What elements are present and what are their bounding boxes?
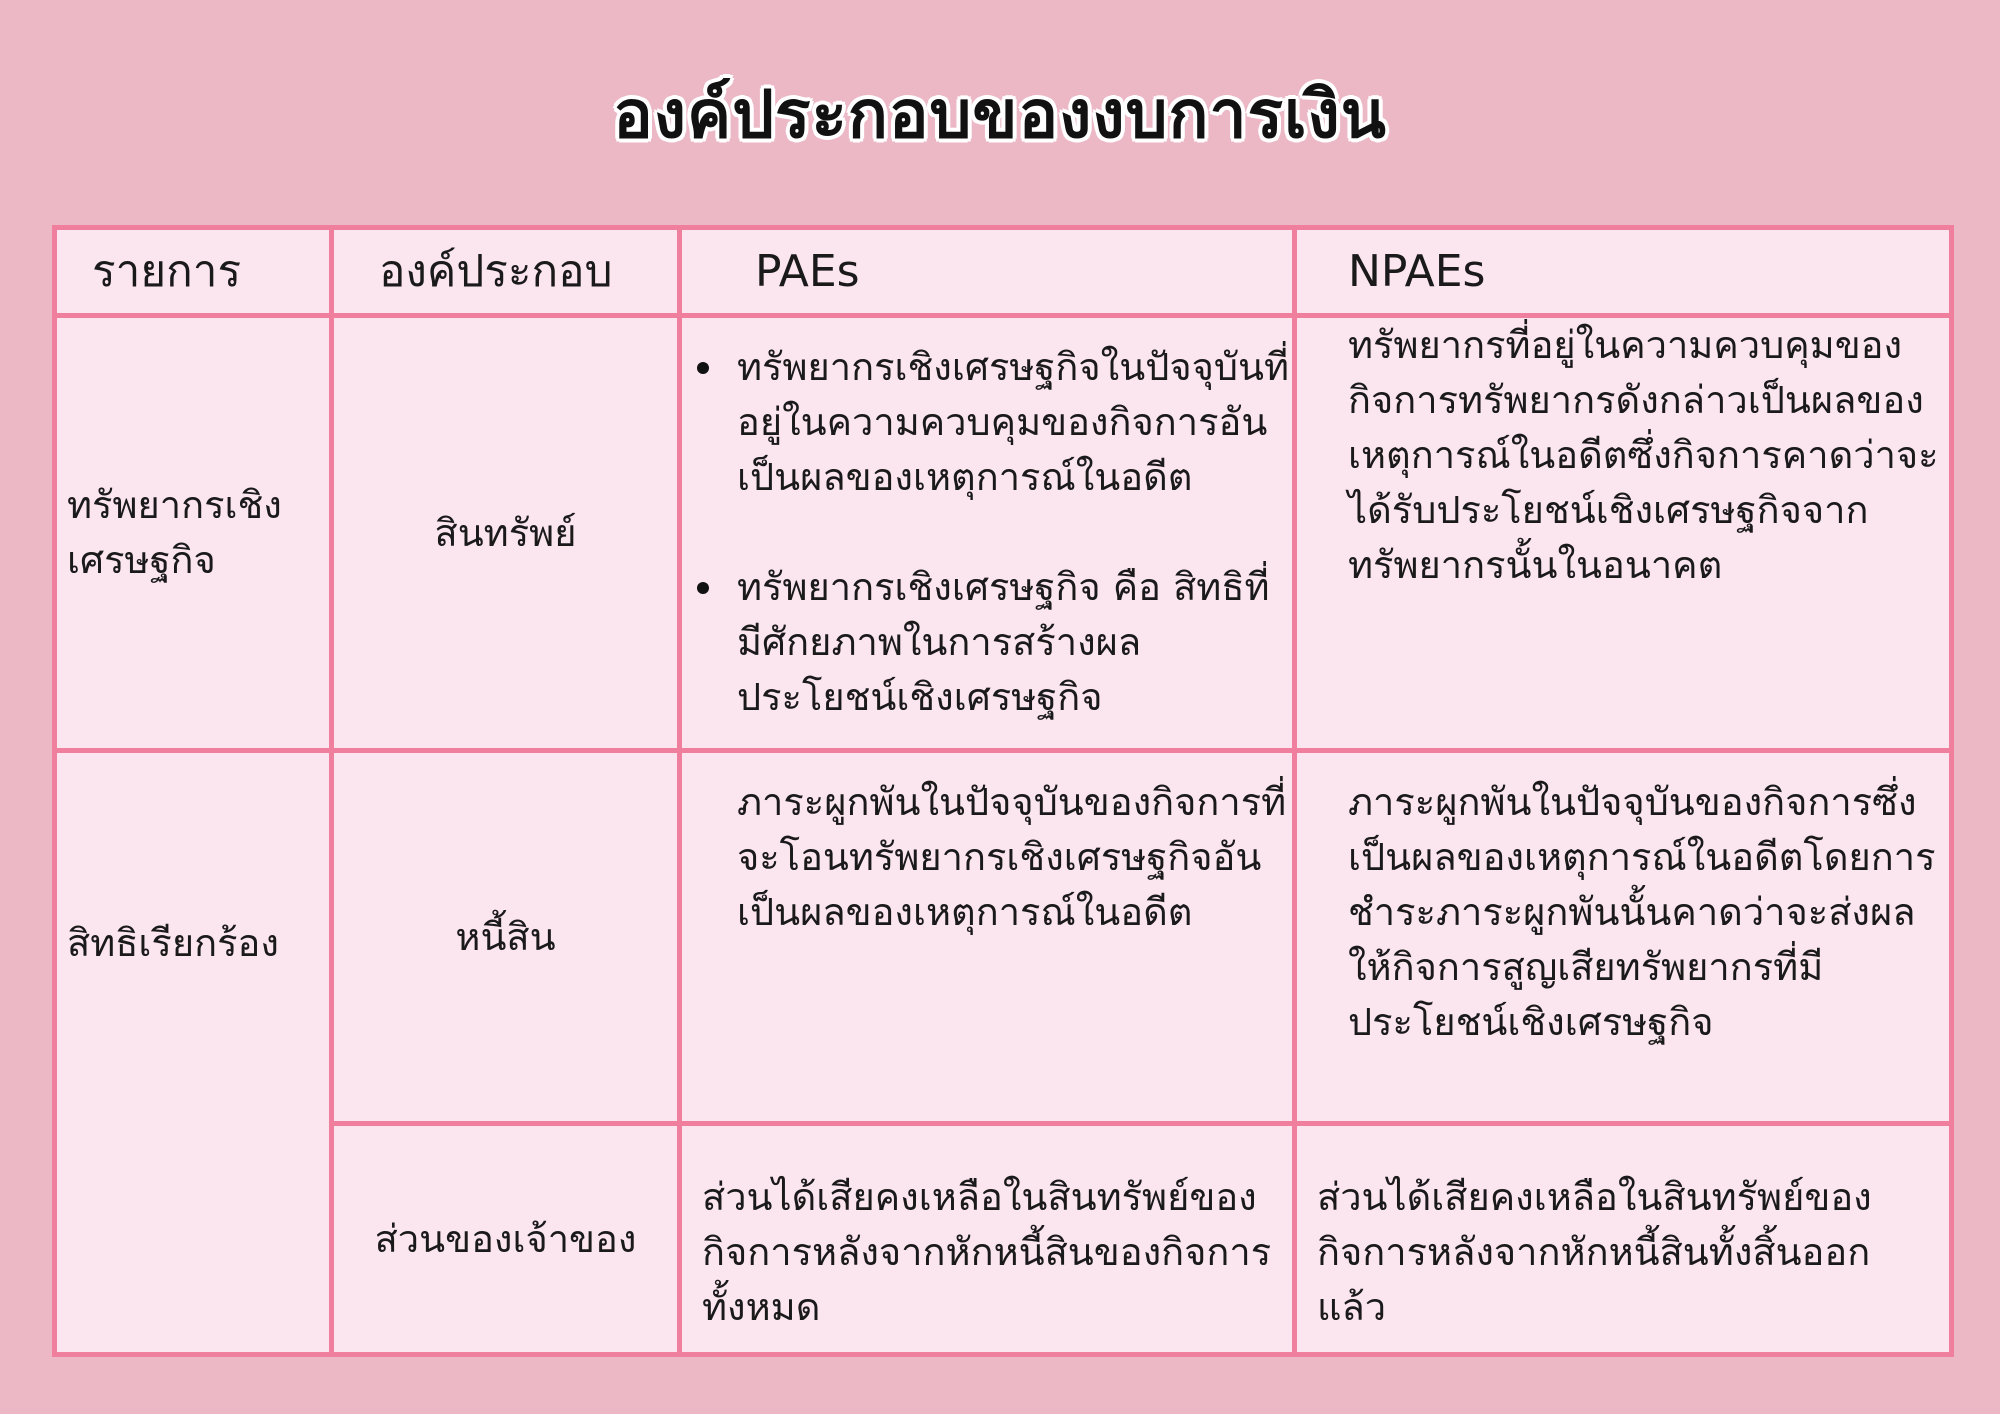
list-item bbox=[697, 560, 1289, 725]
assets-item-cell bbox=[67, 318, 322, 748]
header-paes-label: PAEs bbox=[755, 245, 860, 297]
assets-npaes-text: ทรัพยากรที่อยู่ในความควบคุมของกิจการทรัพยากรดังกล่าวเป็นผลของเหตุการณ์ในอดีตซึ่งกิจการคาดว่าจะได้รับประโยชน์เชิงเศรษฐกิจจากทรัพยากรนั้นในอนาคต bbox=[1348, 323, 1939, 587]
claims-item-cell bbox=[67, 753, 322, 1133]
list-item bbox=[697, 340, 1289, 505]
header-component bbox=[379, 230, 669, 313]
liabilities-paes-text: ภาระผูกพันในปัจจุบันของกิจการที่จะโอนทรัพยากรเชิงเศรษฐกิจอันเป็นผลของเหตุการณ์ในอดีต bbox=[737, 780, 1287, 934]
liabilities-paes-cell bbox=[737, 775, 1287, 1115]
header-npaes-label: NPAEs bbox=[1348, 245, 1486, 297]
header-item bbox=[92, 230, 322, 313]
equity-npaes-text: ส่วนได้เสียคงเหลือในสินทรัพย์ของกิจการหลังจากหักหนี้สินทั้งสิ้นออกแล้ว bbox=[1317, 1175, 1872, 1329]
liabilities-component-label: หนี้สิน bbox=[455, 914, 556, 959]
assets-component-cell bbox=[334, 318, 677, 748]
column-divider bbox=[677, 230, 682, 1352]
page-title: องค์ประกอบของงบการเงิน bbox=[613, 76, 1387, 153]
claims-item-label: สิทธิเรียกร้อง bbox=[67, 920, 279, 965]
assets-item-label: ทรัพยากรเชิงเศรษฐกิจ bbox=[67, 483, 282, 582]
assets-component-label: สินทรัพย์ bbox=[434, 510, 577, 555]
liabilities-npaes-cell bbox=[1348, 775, 1938, 1115]
column-divider bbox=[1292, 230, 1297, 1352]
liabilities-npaes-text: ภาระผูกพันในปัจจุบันของกิจการซึ่งเป็นผลของเหตุการณ์ในอดีตโดยการชำระภาระผูกพันนั้นคาดว่าจะส่งผลให้กิจการสูญเสียทรัพยากรที่มีประโยชน์เชิงเศรษฐกิจ bbox=[1348, 780, 1936, 1044]
bullet-icon bbox=[697, 582, 709, 594]
assets-paes-cell bbox=[697, 340, 1289, 740]
equity-paes-cell bbox=[702, 1170, 1282, 1352]
liabilities-component-cell bbox=[334, 753, 677, 1121]
equity-npaes-cell bbox=[1317, 1170, 1937, 1352]
equity-component-cell bbox=[334, 1126, 677, 1352]
header-paes bbox=[755, 230, 1255, 313]
financial-elements-table bbox=[52, 225, 1954, 1357]
equity-component-label: ส่วนของเจ้าของ bbox=[374, 1216, 637, 1261]
assets-npaes-cell bbox=[1348, 318, 1948, 738]
assets-paes-text-1: ทรัพยากรเชิงเศรษฐกิจในปัจจุบันที่ อยู่ในความควบคุมของกิจการอันเป็นผลของเหตุการณ์ในอดีต bbox=[737, 345, 1290, 499]
header-component-label: องค์ประกอบ bbox=[379, 245, 613, 297]
assets-paes-list bbox=[697, 340, 1289, 725]
bullet-icon bbox=[697, 362, 709, 374]
header-item-label: รายการ bbox=[92, 245, 242, 297]
header-npaes bbox=[1348, 230, 1848, 313]
assets-paes-text-2: ทรัพยากรเชิงเศรษฐกิจ คือ สิทธิที่มีศักยภาพในการสร้างผลประโยชน์เชิงเศรษฐกิจ bbox=[737, 565, 1270, 719]
equity-paes-text: ส่วนได้เสียคงเหลือในสินทรัพย์ของกิจการหลังจากหักหนี้สินของกิจการทั้งหมด bbox=[702, 1175, 1272, 1329]
